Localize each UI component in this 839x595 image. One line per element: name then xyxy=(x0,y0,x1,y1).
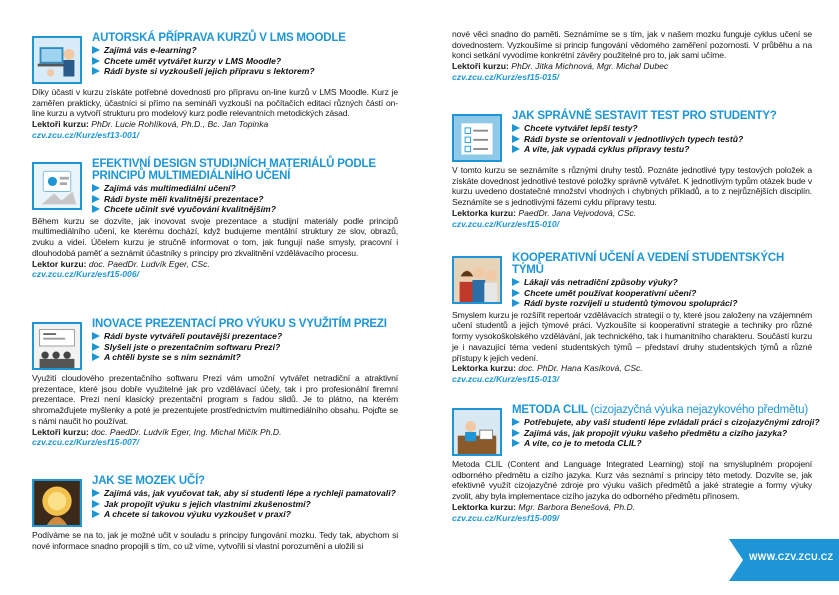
course-title: EFEKTIVNÍ DESIGN STUDIJNÍCH MATERIÁLŮ PODLE PRINCIPŮ MULTIMEDIÁLNÍHO UČENÍ xyxy=(92,158,376,182)
triangle-bullet-icon xyxy=(512,289,520,297)
question-item: Rádi byste měli kvalitnější prezentace? xyxy=(92,194,398,205)
multimedia-photo xyxy=(32,162,82,210)
question-item: Potřebujete, aby vaši studenti lépe zvládali práci s cizojazyčnými zdroji? xyxy=(512,417,812,428)
triangle-bullet-icon xyxy=(512,124,520,132)
question-item: A víte, co je to metoda CLIL? xyxy=(512,438,812,449)
course-title: JAK SE MOZEK UČÍ? xyxy=(92,475,205,487)
triangle-bullet-icon xyxy=(92,332,100,340)
question-item: Zajímá vás, jak vyučovat tak, aby si studenti lépe a rychleji pamatovali? xyxy=(92,488,398,499)
course-lector: Lektorka kurzu: PaedDr. Jana Vejvodová, CSc. xyxy=(452,207,637,218)
course-title: METODA CLIL (cizojazyčná výuka nejazykového předmětu) xyxy=(512,404,808,416)
course-brain xyxy=(32,475,398,551)
course-clil xyxy=(452,404,820,524)
course-title-subtitle: (cizojazyčná výuka nejazykového předmětu) xyxy=(590,404,808,416)
triangle-bullet-icon xyxy=(92,205,100,213)
triangle-bullet-icon xyxy=(92,343,100,351)
course-title: AUTORSKÁ PŘÍPRAVA KURZŮ V LMS MOODLE xyxy=(92,32,346,44)
course-title: JAK SPRÁVNĚ SESTAVIT TEST PRO STUDENTY? xyxy=(512,110,777,122)
triangle-bullet-icon xyxy=(512,439,520,447)
course-lector: Lektoři kurzu: doc. PaedDr. Ludvík Eger, Ing. Michal Mičík Ph.D. xyxy=(32,426,282,437)
triangle-bullet-icon xyxy=(92,46,100,54)
course-lector: Lektoři kurzu: PhDr. Jitka Michnová, Mgr. Michal Dubec xyxy=(452,61,669,72)
triangle-bullet-icon xyxy=(92,67,100,75)
course-link[interactable]: czv.zcu.cz/Kurz/esf15-010/ xyxy=(452,218,559,229)
test-photo xyxy=(452,114,502,162)
course-description: Využití cloudového prezentačního softwaru Prezi vám umožní vytvářet netradiční a atraktivní prezentace, které jsou dobře využitelné jak pro vzdělávací účely, tak i pro profesionální firemní prezentace. Prezi není klasický prezentační program s řadou slidů. Je to plátno, na kterém shromažďujete myšlenky a poté je prezentujete prostřednictvím multimediálního obsahu. Pojďte se s námi naučit ho používat. xyxy=(32,373,398,426)
course-lector: Lektorka kurzu: Mgr. Barbora Benešová, Ph.D. xyxy=(452,501,636,512)
course-description: Během kurzu se dozvíte, jak inovovat svoje prezentace a studijní materiály podle principů multimediálního učení, ke kterému dochází, když budujeme mentální struktury ze slov, obrazů, zvuku a videí. Účelem kurzu je stručně informovat o tom, jak fungují naše smysly, pracovní i dlouhodobá paměť a seznámit účastníky s principy pro zkvalitnění vzdělávacího procesu. xyxy=(32,215,398,258)
course-link[interactable]: czv.zcu.cz/Kurz/esf15-015/ xyxy=(452,71,559,82)
triangle-bullet-icon xyxy=(512,418,520,426)
question-item: Chcete vytvářet lepší testy? xyxy=(512,123,812,134)
continuation-text: nové věci snadno do paměti. Seznámíme se s tím, jak v našem mozku funguje cyklus učení se dovednostem. Vyzkoušíme si princip fungování vědomého zaměření pozornosti. V průběhu a na konci setkání vyvodíme konkrétní závěry použitelné pro to, jak sami učíme. xyxy=(452,29,812,61)
triangle-bullet-icon xyxy=(92,353,100,361)
question-item: Chcete učinit své vyučování kvalitnějším? xyxy=(92,204,398,215)
question-item: Rádi byste si vyzkoušeli jejich přípravu s lektorem? xyxy=(92,66,398,77)
triangle-bullet-icon xyxy=(92,184,100,192)
question-item: Zajímá vás, jak propojit výuku vašeho předmětu a cizího jazyka? xyxy=(512,428,812,439)
question-list xyxy=(92,45,398,77)
course-moodle xyxy=(32,32,398,141)
question-list xyxy=(92,331,398,363)
triangle-bullet-icon xyxy=(92,489,100,497)
course-link[interactable]: czv.zcu.cz/Kurz/esf15-013/ xyxy=(452,374,559,384)
course-title: KOOPERATIVNÍ UČENÍ A VEDENÍ STUDENTSKÝCH TÝMŮ xyxy=(512,252,785,276)
question-item: Zajímá vás e-learning? xyxy=(92,45,398,56)
triangle-bullet-icon xyxy=(512,145,520,153)
course-design xyxy=(32,158,398,280)
triangle-bullet-icon xyxy=(92,57,100,65)
triangle-bullet-icon xyxy=(512,135,520,143)
question-list xyxy=(512,277,812,309)
brain-photo xyxy=(32,479,82,527)
triangle-bullet-icon xyxy=(92,500,100,508)
course-lector: Lektorka kurzu: doc. PhDr. Hana Kasíková, CSc. xyxy=(452,363,643,374)
question-item: Rádi byste se orientovali v jednotlivých typech testů? xyxy=(512,134,812,145)
course-brain-continuation xyxy=(452,28,812,83)
team-photo xyxy=(452,256,502,304)
course-link[interactable]: czv.zcu.cz/Kurz/esf15-006/ xyxy=(32,269,139,280)
question-item: Chcete umět vytvářet kurzy v LMS Moodle? xyxy=(92,56,398,67)
badge-text: WWW.CZV.ZCU.CZ xyxy=(749,552,834,562)
course-cooperative xyxy=(452,252,812,385)
question-list xyxy=(512,123,812,155)
question-item: Zajímá vás multimediální učení? xyxy=(92,183,398,194)
website-badge[interactable] xyxy=(729,539,839,581)
course-lector: Lektoři kurzu: PhDr. Lucie Rohlíková, Ph.D., Bc. Jan Topinka xyxy=(32,119,269,130)
question-list xyxy=(92,183,398,215)
course-description: V tomto kurzu se seznámíte s různými druhy testů. Poznáte jednotlivé typy testových položek a získáte dovednost jednotlivé testové položky správně vytvářet. K jednotlivým typům otázek bude v kurzu uvedeno dostatečné množství vhodných i chybných příkladů, a to z nejrůznějších disciplín. Seznámíte se s jednotlivými fázemi cyklu přípravy testu. xyxy=(452,165,812,208)
triangle-bullet-icon xyxy=(92,195,100,203)
question-item: A chtěli byste se s ním seznámit? xyxy=(92,352,398,363)
triangle-bullet-icon xyxy=(512,299,520,307)
question-item: Jak propojit výuku s jejich vlastními zkušenostmi? xyxy=(92,499,398,510)
course-link[interactable]: czv.zcu.cz/Kurz/esf15-009/ xyxy=(452,512,559,523)
course-description: Smyslem kurzu je rozšířit repertoár vzdělávacích strategií o ty, které jsou založeny na vzájemném učení studentů a jejich týmové práci. Vyzkoušíte si kooperativní strategie a techniky pro různé formy vysokoškolského vzdělávání, jak technického, tak i humanitního charakteru. Součástí kurzu je i navazující téma vedení studentských týmů – představí druhy studentských týmů a různé přístupy k jejich vedení. xyxy=(452,309,812,363)
triangle-bullet-icon xyxy=(512,278,520,286)
question-item: Slyšeli jste o prezentačním softwaru Prezi? xyxy=(92,342,398,353)
presentation-photo xyxy=(32,322,82,370)
elearning-photo xyxy=(32,36,82,84)
clil-photo xyxy=(452,408,502,456)
course-description: Díky účasti v kurzu získáte potřebné dovednosti pro přípravu on-line kurzů v LMS Moodle. Kurz je zaměřen prakticky, účastníci si přímo na semináři vyzkouší na počítačích editaci různých částí on-line kurzu a vytvoří strukturu pro modelový kurz podle relevantních metodických zásad. xyxy=(32,87,398,119)
question-item: A víte, jak vypadá cyklus přípravy testu? xyxy=(512,144,812,155)
question-item: Rádi byste rozvíjeli u studentů týmovou spolupráci? xyxy=(512,298,812,309)
question-list xyxy=(92,488,398,520)
triangle-bullet-icon xyxy=(92,510,100,518)
course-description: Podíváme se na to, jak je možné učit v souladu s principy fungování mozku. Tedy tak, abychom si nové informace snadno propojili s tím, co už víme, vytvořili si vlastní porozumění a uložili si xyxy=(32,530,398,551)
question-item: Rádi byste vytvářeli poutavější prezentace? xyxy=(92,331,398,342)
question-item: Lákají vás netradiční způsoby výuky? xyxy=(512,277,812,288)
course-lector: Lektor kurzu: doc. PaedDr. Ludvík Eger, CSc. xyxy=(32,258,210,269)
course-link[interactable]: czv.zcu.cz/Kurz/esf15-007/ xyxy=(32,437,139,448)
question-list xyxy=(512,417,820,449)
course-description: Metoda CLIL (Content and Language Integrated Learning) stojí na smysluplném propojení odborného předmětu a cizího jazyka. Kurz vás seznámí s principy této metody. Dozvíte se, jak efektivně využít cizojazyčné zdroje pro výuku vašich předmětů a jaké strategie a formy výuky zvolit, aby byla implementace cizího jazyka do odborného předmětu přínosem. xyxy=(452,459,812,502)
course-title: INOVACE PREZENTACÍ PRO VÝUKU S VYUŽITÍM PREZI xyxy=(92,318,387,330)
question-item: Chcete umět používat kooperativní učení? xyxy=(512,288,812,299)
triangle-bullet-icon xyxy=(512,429,520,437)
course-link[interactable]: czv.zcu.cz/Kurz/esf13-001/ xyxy=(32,129,139,140)
course-test xyxy=(452,110,812,230)
course-prezi xyxy=(32,318,398,448)
question-item: A chcete si takovou výuku vyzkoušet v praxi? xyxy=(92,509,398,520)
